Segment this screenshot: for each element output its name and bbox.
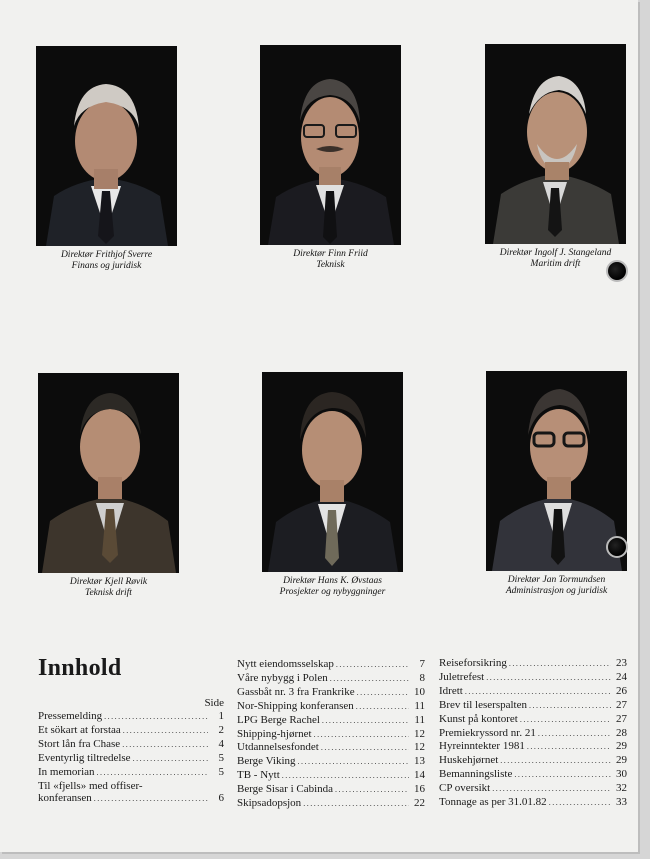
toc-entry[interactable]: Våre nybygg i Polen ..... 8 xyxy=(237,672,425,686)
toc-entry[interactable]: Huskehjørnet ..... 29 xyxy=(439,754,627,768)
portrait-role: Teknisk drift xyxy=(85,588,132,598)
toc-entry[interactable]: Hyreinntekter 1981 ..... 29 xyxy=(439,740,627,754)
toc-entry[interactable]: Juletrefest ..... 24 xyxy=(439,671,627,685)
toc-entry[interactable]: Kunst på kontoret ..... 27 xyxy=(439,713,627,727)
toc-entry[interactable]: Idrett ..... 26 xyxy=(439,685,627,699)
toc-entry[interactable]: Shipping-hjørnet ..... 12 xyxy=(237,728,425,742)
portrait-role: Administrasjon og juridisk xyxy=(505,586,608,596)
toc-entry[interactable]: Berge Sisar i Cabinda ..... 16 xyxy=(237,783,425,797)
toc-entry[interactable]: Gassbåt nr. 3 fra Frankrike ..... 10 xyxy=(237,686,425,700)
portrait-name: Direktør Finn Friid xyxy=(293,249,368,259)
binder-hole xyxy=(606,536,628,558)
toc-entry[interactable]: Nor-Shipping konferansen ..... 11 xyxy=(237,700,425,714)
toc-side-label: Side xyxy=(204,697,224,709)
toc-entry[interactable]: Stort lån fra Chase ..... 4 xyxy=(38,738,224,752)
portrait-photo xyxy=(36,46,177,246)
portrait-name: Direktør Hans K. Øvstaas xyxy=(283,576,382,586)
toc-entry[interactable]: Pressemelding ..... 1 xyxy=(38,710,224,724)
toc-entry[interactable]: Til «fjells» med offiser- xyxy=(38,779,143,792)
portrait-name: Direktør Jan Tormundsen xyxy=(507,575,606,585)
toc-column-2 xyxy=(237,658,425,811)
portrait-role: Teknisk xyxy=(316,260,345,270)
toc-entry[interactable]: Reiseforsikring ..... 23 xyxy=(439,657,627,671)
portrait-jan-tormundsen xyxy=(485,371,628,597)
toc-column-1 xyxy=(38,697,224,806)
portrait-name: Direktør Frithjof Sverre xyxy=(60,250,153,260)
portrait-role: Finans og juridisk xyxy=(71,261,142,271)
portrait-role: Prosjekter og nybyggninger xyxy=(279,587,386,597)
portrait-name: Direktør Kjell Røvik xyxy=(69,577,148,587)
portrait-finn-friid xyxy=(259,45,402,271)
toc-entry[interactable]: LPG Berge Rachel ..... 11 xyxy=(237,714,425,728)
binder-hole xyxy=(606,260,628,282)
toc-entry[interactable]: In memorian ..... 5 xyxy=(38,766,224,780)
toc-entry[interactable]: Berge Viking ..... 13 xyxy=(237,755,425,769)
toc-entry[interactable]: konferansen ..... 6 xyxy=(38,792,224,806)
toc-entry[interactable]: Tonnage as per 31.01.82 ..... 33 xyxy=(439,796,627,810)
portrait-frithjof-sverre xyxy=(35,46,178,272)
portrait-photo xyxy=(485,44,626,244)
toc-entry[interactable]: Bemanningsliste ..... 30 xyxy=(439,768,627,782)
portrait-ingolf-stangeland xyxy=(484,44,627,270)
portrait-role: Maritim drift xyxy=(530,259,581,269)
portrait-photo xyxy=(486,371,627,571)
toc-entry[interactable]: Et sökart at forstaa ..... 2 xyxy=(38,724,224,738)
portrait-name: Direktør Ingolf J. Stangeland xyxy=(499,248,612,258)
toc-entry[interactable]: Utdannelsesfondet ..... 12 xyxy=(237,741,425,755)
toc-title: Innhold xyxy=(38,655,122,681)
toc-entry[interactable]: TB - Nytt ..... 14 xyxy=(237,769,425,783)
portrait-kjell-rovik xyxy=(37,373,180,599)
toc-column-3 xyxy=(439,657,627,810)
toc-entry[interactable]: Eventyrlig tiltredelse ..... 5 xyxy=(38,752,224,766)
toc-entry[interactable]: Premiekryssord nr. 21 ..... 28 xyxy=(439,727,627,741)
portrait-photo xyxy=(38,373,179,573)
portrait-hans-ovstaas xyxy=(261,372,404,598)
toc-entry[interactable]: Brev til leserspalten ..... 27 xyxy=(439,699,627,713)
portrait-photo xyxy=(262,372,403,572)
toc-entry[interactable]: Skipsadopsjon ..... 22 xyxy=(237,797,425,811)
toc-entry[interactable]: CP oversikt ..... 32 xyxy=(439,782,627,796)
toc-entry[interactable]: Nytt eiendomsselskap ..... 7 xyxy=(237,658,425,672)
portrait-photo xyxy=(260,45,401,245)
